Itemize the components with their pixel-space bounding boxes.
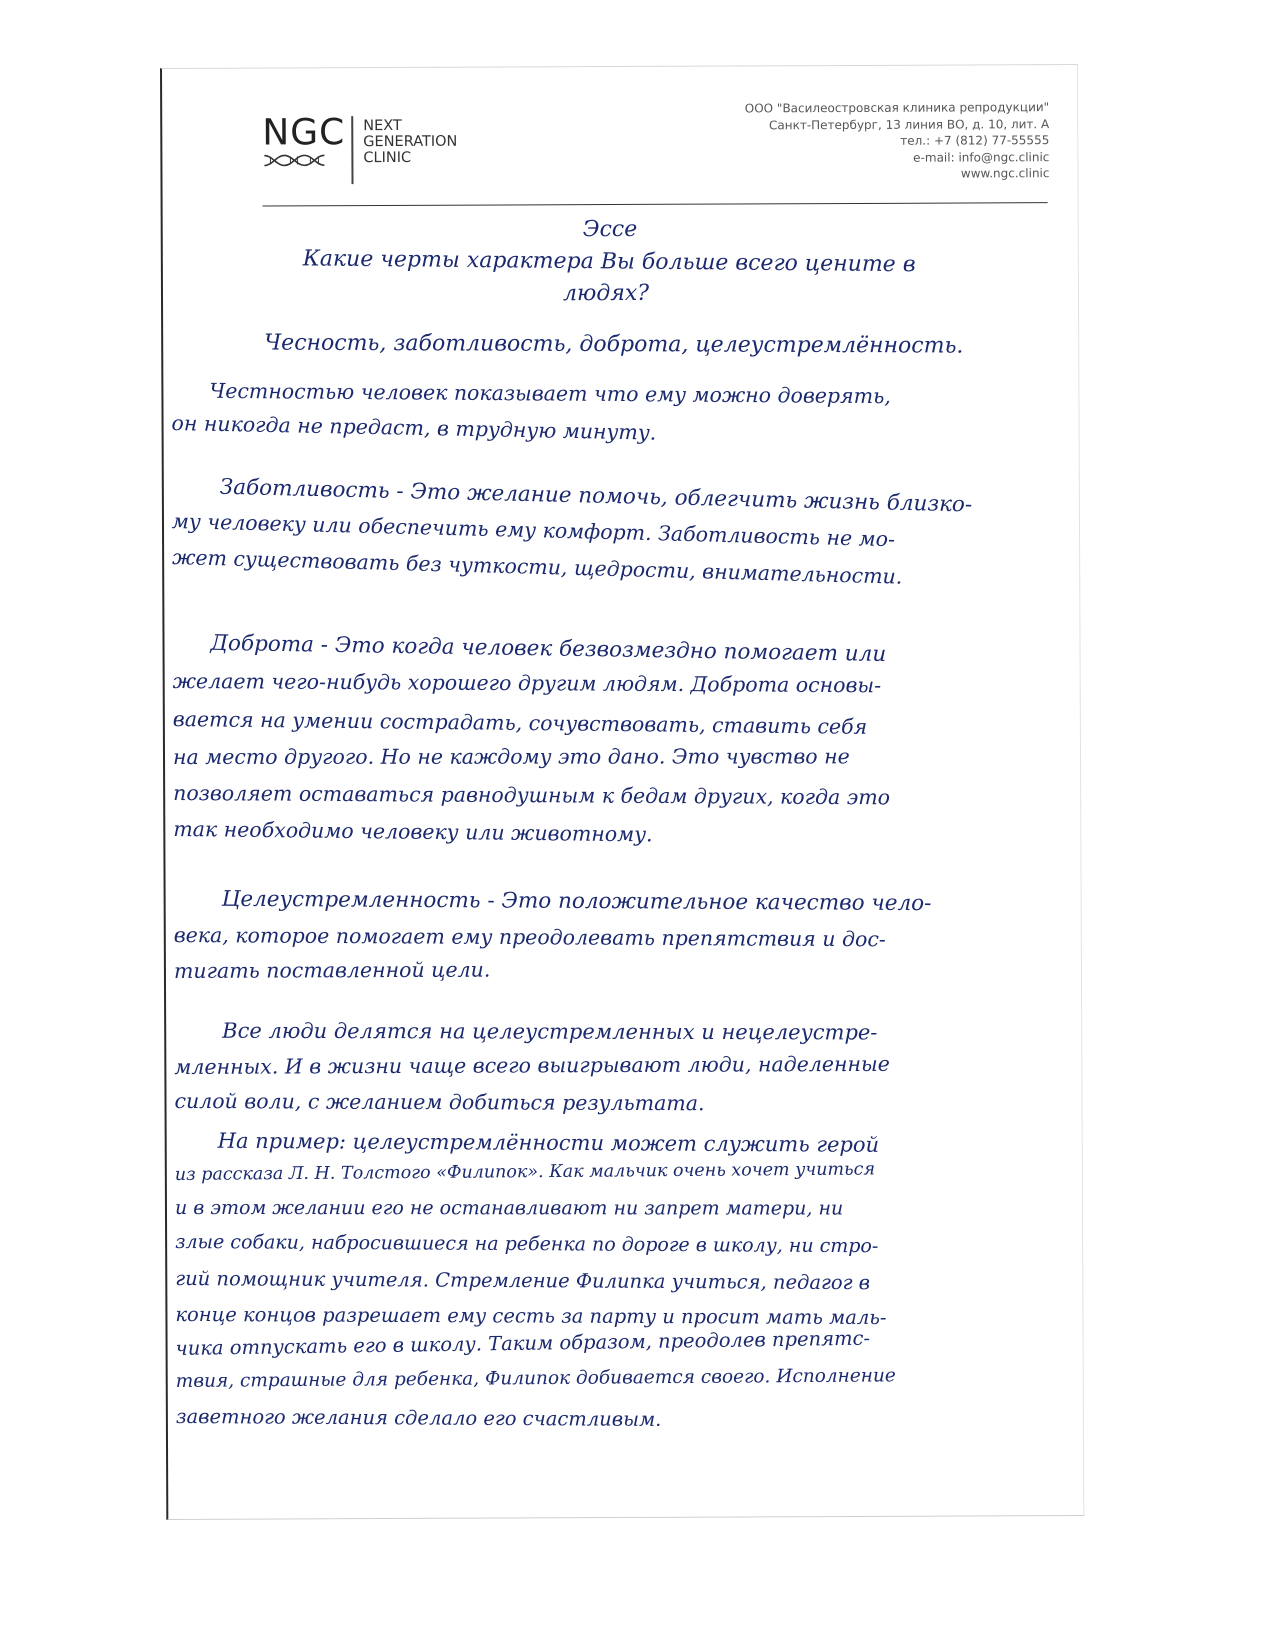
essay-line: заветного желания сделало его счастливым. xyxy=(175,1404,662,1431)
logo-mark xyxy=(262,114,345,168)
logo-abbreviation: NGC xyxy=(262,112,346,154)
essay-line: века, которое помогает ему преодолевать препятствия и дос- xyxy=(173,922,886,952)
company-details xyxy=(745,99,1050,183)
company-website: www.ngc.clinic xyxy=(960,166,1050,181)
essay-line: мленных. И в жизни чаще всего выигрывают люди, наделенные xyxy=(174,1051,890,1079)
essay-line: тигать поставленной цели. xyxy=(173,957,491,983)
essay-line: и в этом желании его не останавливают ни запрет матери, ни xyxy=(174,1196,844,1220)
essay-heading: Эссе xyxy=(582,216,638,243)
company-address: Санкт-Петербург, 13 линия ВО, д. 10, лит. А xyxy=(768,116,1050,132)
essay-line: На пример: целеустремлённости может служить герой xyxy=(217,1128,880,1157)
essay-line: Заботливость - Это желание помочь, облегчить жизнь близко- xyxy=(219,474,973,518)
essay-line: твия, страшные для ребенка, Филипок добивается своего. Исполнение xyxy=(175,1365,896,1392)
logo-word-generation: GENERATION xyxy=(363,133,458,151)
essay-line: Целеустремленность - Это положительное качество чело- xyxy=(221,886,932,917)
logo-word-next: NEXT xyxy=(363,117,402,135)
essay-line: конце концов разрешает ему сесть за парту и просит мать маль- xyxy=(175,1302,887,1330)
essay-line: гий помощник учителя. Стремление Филипка учиться, педагог в xyxy=(175,1266,871,1295)
company-email: e-mail: info@ngc.clinic xyxy=(913,149,1050,165)
dna-helix-icon xyxy=(262,152,330,168)
essay-line: он никогда не предаст, в трудную минуту. xyxy=(171,410,657,445)
essay-line: силой воли, с желанием добиться результата. xyxy=(174,1088,705,1116)
essay-page xyxy=(160,64,1084,1520)
essay-line: вается на умении сострадать, сочувствовать, ставить себя xyxy=(172,706,868,739)
essay-question-line-2: людях? xyxy=(562,280,650,307)
essay-line: на место другого. Но не каждому это дано. Это чувство не xyxy=(172,744,850,769)
company-name: ООО "Василеостровская клиника репродукции" xyxy=(744,100,1050,116)
essay-question-line-1: Какие черты характера Вы больше всего цените в xyxy=(302,246,916,278)
essay-line: так необходимо человеку или животному. xyxy=(173,816,653,847)
essay-line: желает чего-нибудь хорошего другим людям. Доброта основы- xyxy=(172,668,882,698)
logo-divider xyxy=(351,116,353,184)
essay-line: чика отпускать его в школу. Таким образом, преодолев препятс- xyxy=(175,1326,871,1360)
logo-word-clinic: CLINIC xyxy=(363,149,412,167)
essay-line: Честностью человек показывает что ему можно доверять, xyxy=(209,378,891,409)
essay-line: жет существовать без чуткости, щедрости, внимательности. xyxy=(171,544,903,589)
essay-line: Доброта - Это когда человек безвозмездно помогает или xyxy=(210,630,887,667)
essay-line: Чесность, заботливость, доброта, целеустремлённость. xyxy=(264,330,964,359)
essay-line: Все люди делятся на целеустремленных и нецелеустре- xyxy=(222,1018,878,1045)
clinic-logo xyxy=(262,114,457,185)
essay-line: позволяет оставаться равнодушным к бедам других, когда это xyxy=(173,780,891,810)
essay-line: злые собаки, набросившиеся на ребенка по дороге в школу, ни стро- xyxy=(175,1230,879,1258)
logo-wordmark xyxy=(363,114,457,166)
essay-line: из рассказа Л. Н. Толстого «Филипок». Как мальчик очень хочет учиться xyxy=(174,1159,876,1185)
company-phone: тел.: +7 (812) 77-55555 xyxy=(900,133,1050,148)
essay-line: му человеку или обеспечить ему комфорт. Заботливость не мо- xyxy=(171,508,896,552)
letterhead-divider xyxy=(263,202,1048,206)
